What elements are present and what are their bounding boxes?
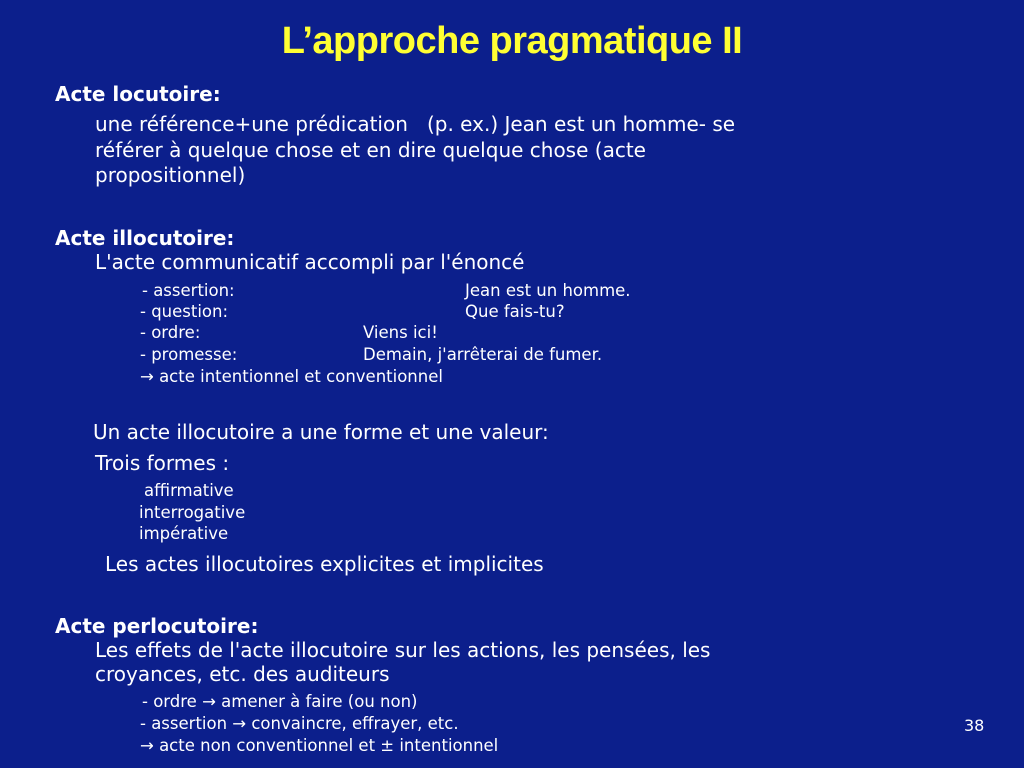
locutoire-line-1: une référence+une prédication (p. ex.) Jean est un homme- se — [95, 112, 736, 136]
heading-acte-locutoire: Acte locutoire: — [55, 82, 221, 106]
forme-item: affirmative — [144, 481, 234, 500]
example-label: - assertion: — [142, 281, 235, 300]
trois-formes-text: Trois formes : — [95, 451, 230, 475]
heading-acte-perlocutoire: Acte perlocutoire: — [55, 614, 259, 638]
example-text: Que fais-tu? — [465, 302, 565, 321]
slide-title: L’approche pragmatique II — [281, 20, 743, 62]
perlocutoire-item: - ordre → amener à faire (ou non) — [142, 692, 418, 711]
perlocutoire-item: → acte non conventionnel et ± intentionnel — [140, 736, 499, 755]
forme-item: interrogative — [139, 503, 246, 522]
example-text: Demain, j'arrêterai de fumer. — [363, 345, 603, 364]
heading-acte-illocutoire: Acte illocutoire: — [55, 226, 235, 250]
forme-valeur-text: Un acte illocutoire a une forme et une valeur: — [93, 420, 549, 444]
perlocutoire-item: - assertion → convaincre, effrayer, etc. — [140, 714, 459, 733]
perlocutoire-line-2: croyances, etc. des auditeurs — [95, 662, 390, 686]
perlocutoire-line-1: Les effets de l'acte illocutoire sur les actions, les pensées, les — [95, 638, 711, 662]
forme-item: impérative — [139, 524, 229, 543]
illocutoire-definition: L'acte communicatif accompli par l'énoncé — [95, 250, 525, 274]
explicites-implicites-text: Les actes illocutoires explicites et implicites — [105, 552, 544, 576]
locutoire-line-3: propositionnel) — [95, 163, 246, 187]
example-label: - promesse: — [140, 345, 238, 364]
illocutoire-conclusion: → acte intentionnel et conventionnel — [140, 367, 443, 386]
locutoire-line-2: référer à quelque chose et en dire quelque chose (acte — [95, 138, 646, 162]
example-text: Viens ici! — [363, 323, 438, 342]
page-number: 38 — [964, 716, 985, 735]
example-label: - question: — [140, 302, 229, 321]
example-label: - ordre: — [140, 323, 201, 342]
example-text: Jean est un homme. — [465, 281, 631, 300]
